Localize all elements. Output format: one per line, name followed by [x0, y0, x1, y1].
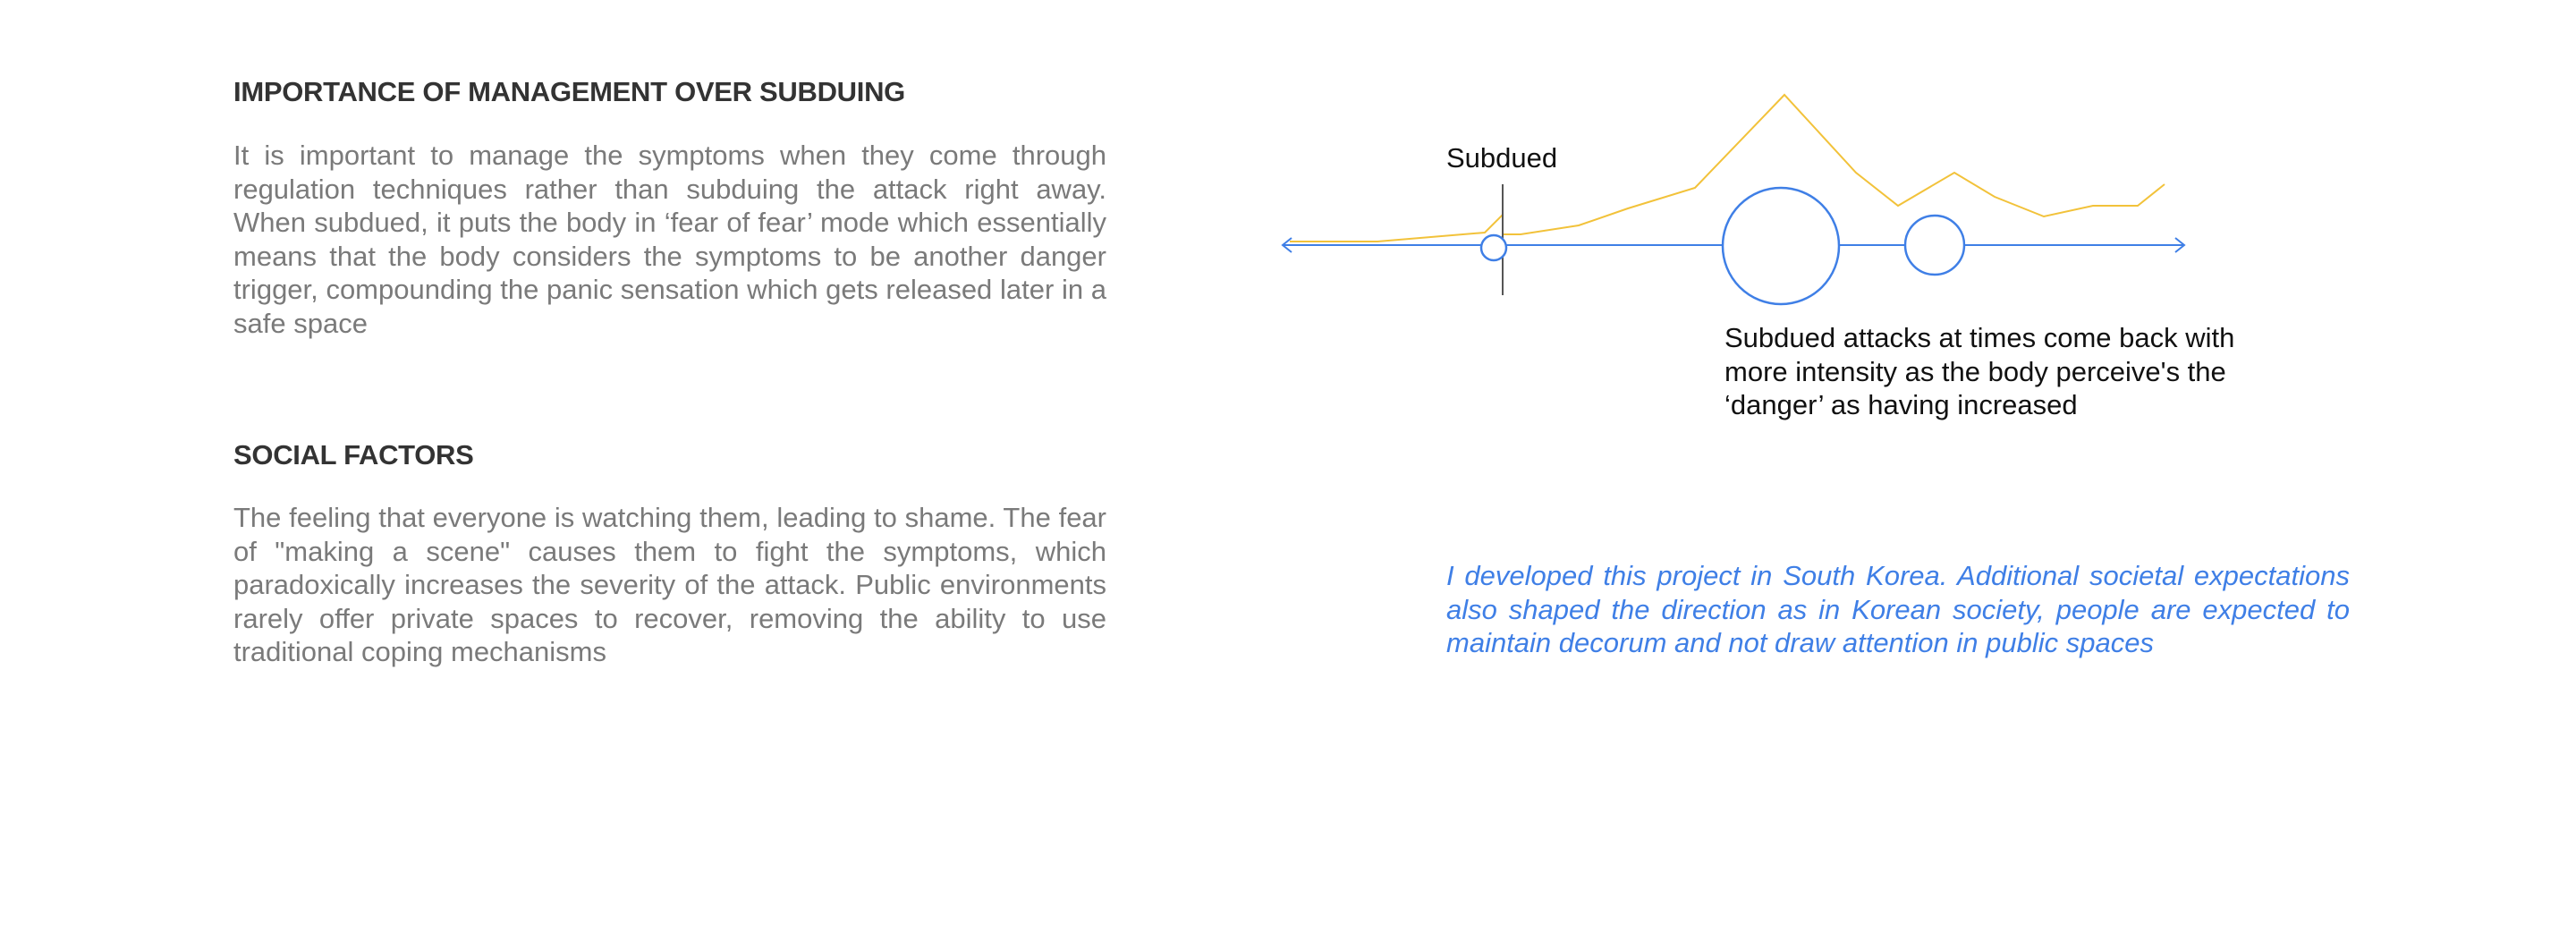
attack-circle-small: [1481, 235, 1506, 260]
intensity-line: [1290, 95, 2165, 242]
section-heading-management: IMPORTANCE OF MANAGEMENT OVER SUBDUING: [233, 76, 905, 107]
section-body-management: It is important to manage the symptoms when they come through regulation techniques rather than subduing the attack right away. When subdued, it puts the body in ‘fear of fear’ mode which essentially means that the body considers the symptoms to be another danger trigger, compounding the panic sensation which gets released later in a safe space: [233, 140, 1106, 339]
subdued-label: Subdued: [1446, 142, 1558, 174]
section-body-social-factors: The feeling that everyone is watching them, leading to shame. The fear of "making a scene" causes them to fight the symptoms, which paradoxically increases the severity of the attack. Public environments rarely offer private spaces to recover, removing the ability to use traditional coping mechanisms: [233, 502, 1106, 667]
attack-circle-large: [1723, 188, 1839, 304]
project-context-note: I developed this project in South Korea. Additional societal expectations also shaped the direction as in Korean society, people are expected to maintain decorum and not draw attention in public spaces: [1446, 560, 2350, 658]
diagram-annotation: Subdued attacks at times come back with more intensity as the body perceive's the ‘danger’ as having increased: [1724, 322, 2235, 420]
section-heading-social-factors: SOCIAL FACTORS: [233, 439, 474, 470]
attack-circle-medium: [1905, 216, 1964, 275]
